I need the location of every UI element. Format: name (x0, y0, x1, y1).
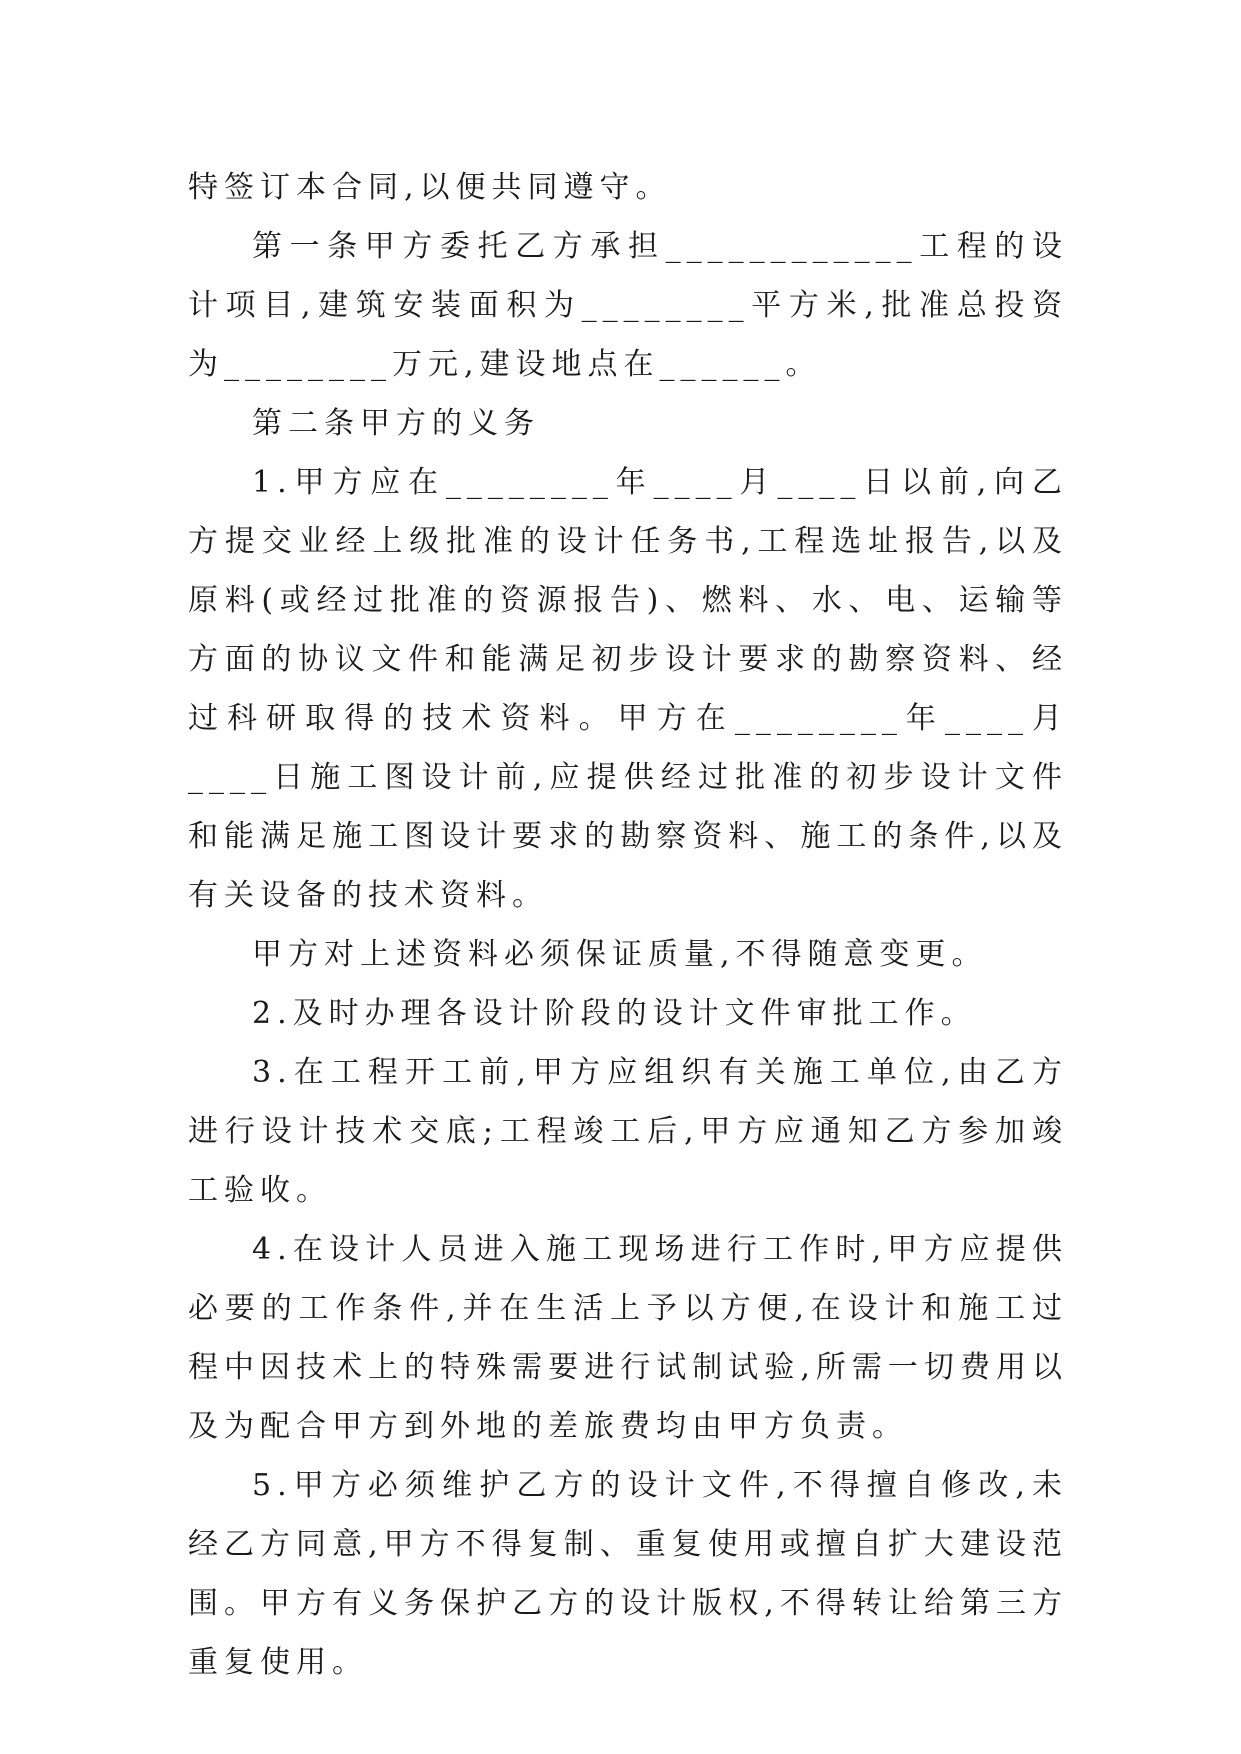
paragraph-item-5: 5.甲方必须维护乙方的设计文件,不得擅自修改,未经乙方同意,甲方不得复制、重复使用或擅自扩大建设范围。甲方有义务保护乙方的设计版权,不得转让给第三方重复使用。 (188, 1468, 1068, 1680)
paragraph-item-4: 4.在设计人员进入施工现场进行工作时,甲方应提供必要的工作条件,并在生活上予以方便,在设计和施工过程中因技术上的特殊需要进行试制试验,所需一切费用以及为配合甲方到外地的差旅费均由甲方负责。 (188, 1232, 1068, 1444)
paragraph-article-2-heading: 第二条甲方的义务 (252, 406, 540, 441)
paragraph-item-1-note: 甲方对上述资料必须保证质量,不得随意变更。 (252, 937, 988, 972)
paragraph-article-1: 第一条甲方委托乙方承担____________工程的设计项目,建筑安装面积为________平方米,批准总投资为________万元,建设地点在______。 (188, 229, 1068, 382)
paragraph-intro-closing: 特签订本合同,以便共同遵守。 (188, 170, 672, 205)
document-body (188, 158, 1068, 1692)
paragraph-item-3: 3.在工程开工前,甲方应组织有关施工单位,由乙方进行设计技术交底;工程竣工后,甲方应通知乙方参加竣工验收。 (188, 1055, 1068, 1208)
paragraph-item-1: 1.甲方应在________年____月____日以前,向乙方提交业经上级批准的设计任务书,工程选址报告,以及原料(或经过批准的资源报告)、燃料、水、电、运输等方面的协议文件和能满足初步设计要求的勘察资料、经过科研取得的技术资料。甲方在________年____月____日施工图设计前,应提供经过批准的初步设计文件和能满足施工图设计要求的勘察资料、施工的条件,以及有关设备的技术资料。 (188, 465, 1068, 913)
paragraph-item-2: 2.及时办理各设计阶段的设计文件审批工作。 (252, 996, 977, 1031)
